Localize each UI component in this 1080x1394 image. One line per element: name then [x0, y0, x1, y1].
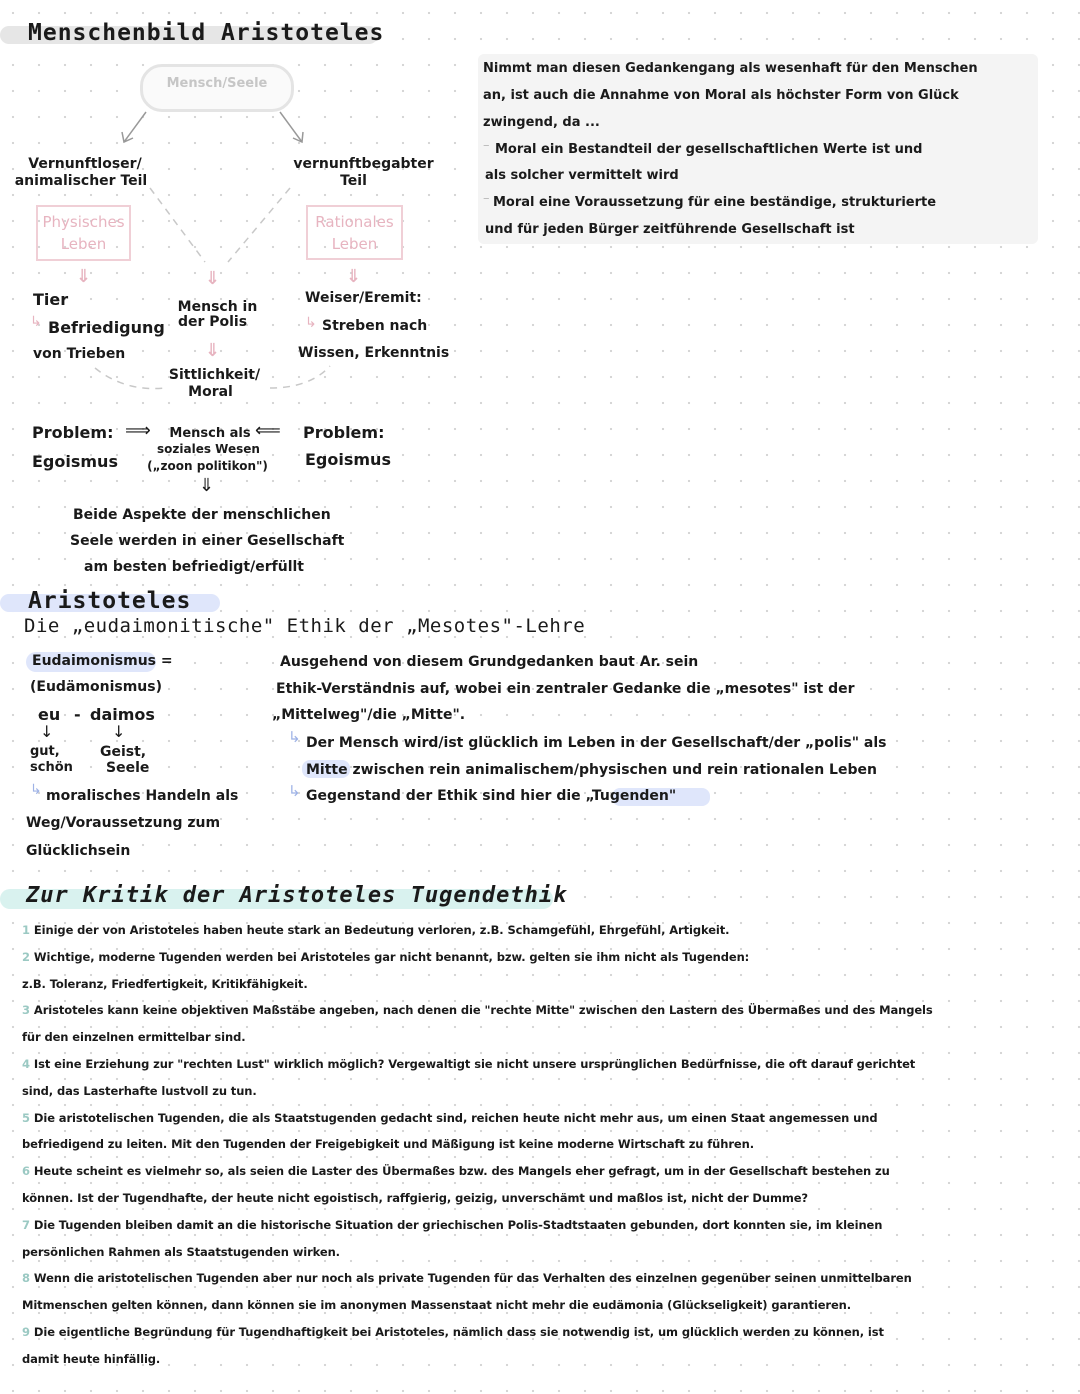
- arrow-down-icon: ↓: [112, 722, 126, 741]
- dash-bullet-icon: –: [483, 191, 490, 206]
- good-label-2: schön: [30, 760, 73, 775]
- social-being-2: soziales Wesen: [157, 442, 260, 456]
- critique-text: Heute scheint es vielmehr so, als seien die Laster des Übermaßes bzw. des Mangels eher gefragt, um in der Gesellschaft bestehen zu: [33, 1164, 890, 1179]
- physical-life-box-line-2: Leben: [60, 235, 107, 253]
- critique-line: [22, 1212, 1062, 1239]
- critique-line: [22, 997, 1062, 1024]
- mesotes-text-4: Der Mensch wird/ist glücklich im Leben in der Gesellschaft/der „polis" als: [306, 735, 887, 751]
- polis-label-2: der Polis: [177, 314, 248, 330]
- spirit-label-2: Seele: [106, 760, 150, 776]
- critique-text: damit heute hinfällig.: [22, 1351, 161, 1366]
- dashed-left-to-polis: [150, 188, 205, 262]
- rational-life-box-line-2: Leben: [331, 235, 378, 253]
- note-line-4: Moral ein Bestandteil der gesellschaftlichen Werte ist und: [495, 142, 923, 157]
- critique-number: 5: [22, 1110, 30, 1125]
- moral-action-2: Weg/Voraussetzung zum: [26, 815, 221, 831]
- striving-label: Streben nach: [322, 318, 428, 334]
- animal-label: Tier: [33, 290, 69, 309]
- double-arrow-down-icon: ⇓: [76, 266, 92, 287]
- critique-number: 2: [22, 949, 30, 964]
- eu-label: eu: [38, 705, 61, 724]
- double-arrow-down-icon: ⇓: [205, 268, 221, 289]
- daimos-label: daimos: [90, 705, 155, 724]
- drives-label: von Trieben: [33, 346, 126, 362]
- critique-text: Wichtige, moderne Tugenden werden bei Aristoteles gar nicht benannt, bzw. gelten sie ihm nicht als Tugenden:: [33, 949, 750, 964]
- problem-right: Problem:: [303, 423, 385, 442]
- critique-text: Die eigentliche Begründung für Tugendhaftigkeit bei Aristoteles, nämlich dass sie notwendig ist, um glücklich werden zu können, ist: [33, 1324, 884, 1339]
- knowledge-label: Wissen, Erkenntnis: [298, 345, 450, 361]
- critique-text: können. Ist der Tugendhafte, der heute nicht egoistisch, raffgierig, geizig, unverschämt und maßlos ist, nicht der Dumme?: [22, 1190, 808, 1205]
- eudaimonism-alt: (Eudämonismus): [30, 679, 162, 695]
- critique-line: [22, 1346, 1062, 1373]
- problem-left: Problem:: [32, 423, 114, 442]
- arrow-right-branch: [280, 112, 302, 142]
- critique-line: [22, 944, 1062, 971]
- mesotes-text-5: Mitte zwischen rein animalischem/physischen und rein rationalen Leben: [306, 762, 877, 778]
- morality-label-1: Sittlichkeit/: [168, 367, 261, 383]
- critique-line: [22, 1158, 1062, 1185]
- critique-line: [22, 1051, 1062, 1078]
- dash-bullet-icon: –: [483, 138, 490, 153]
- critique-number: 9: [22, 1324, 30, 1339]
- eu-dash: -: [74, 705, 81, 724]
- sage-label: Weiser/Eremit:: [305, 290, 422, 306]
- moral-action-3: Glücklichsein: [26, 843, 131, 859]
- rational-life-box-line-1: Rationales: [315, 213, 394, 231]
- egoism-left: Egoismus: [32, 452, 118, 471]
- critique-text: Aristoteles kann keine objektiven Maßstäbe angeben, nach denen die "rechte Mitte" zwischen den Lastern des Übermaßes und des Mangels: [33, 1003, 933, 1018]
- double-arrow-right-icon: ⟹: [125, 420, 151, 441]
- critique-number: 3: [22, 1003, 30, 1018]
- conclusion-line-2: Seele werden in einer Gesellschaft: [70, 533, 345, 549]
- critique-line: [22, 1265, 1062, 1292]
- physical-life-box-line-1: Physisches: [42, 213, 125, 231]
- hook-arrow-icon: ↳: [30, 782, 42, 798]
- critique-number: 1: [22, 923, 30, 937]
- critique-line: [22, 1319, 1062, 1346]
- satisfaction-label: Befriedigung: [48, 318, 165, 337]
- mesotes-text-2: Ethik-Verständnis auf, wobei ein zentraler Gedanke die „mesotes" ist der: [276, 681, 855, 697]
- hook-arrow-icon: ↳: [30, 314, 42, 330]
- critique-line: [22, 1131, 1062, 1158]
- social-being-1: Mensch als: [169, 426, 251, 441]
- critique-line: [22, 1078, 1062, 1105]
- dashed-right-to-polis: [228, 188, 290, 262]
- critique-line: [22, 1105, 1062, 1132]
- page-title: Menschenbild Aristoteles: [28, 20, 385, 46]
- critique-text: z.B. Toleranz, Friedfertigkeit, Kritikfähigkeit.: [22, 976, 308, 991]
- critique-text: sind, das Lasterhafte lustvoll zu tun.: [22, 1083, 257, 1098]
- note-line-5: als solcher vermittelt wird: [485, 168, 679, 183]
- physical-life-box: [36, 205, 131, 261]
- section3-title: Zur Kritik der Aristoteles Tugendethik: [26, 883, 568, 908]
- double-arrow-down-icon: ⇓: [346, 266, 362, 287]
- critique-number: 8: [22, 1271, 30, 1286]
- right-branch-label-1: vernunftbegabter: [293, 156, 434, 172]
- critique-text: Mitmenschen gelten können, dann können sie im anonymen Massenstaat nicht mehr die eudämonia (Glückseligkeit) garantieren.: [22, 1298, 852, 1313]
- double-arrow-left-icon: ⟸: [255, 420, 281, 441]
- critique-text: Die aristotelischen Tugenden, die als Staatstugenden gedacht sind, reichen heute nicht mehr aus, um einen Staat angemessen und: [33, 1110, 878, 1125]
- eudaimonism-label: Eudaimonismus =: [32, 653, 173, 669]
- critique-text: befriedigend zu leiten. Mit den Tugenden der Freigebigkeit und Mäßigung ist keine moderne Wirtschaft zu führen.: [22, 1137, 754, 1152]
- mesotes-text-3: „Mittelweg"/die „Mitte".: [272, 707, 466, 723]
- double-arrow-down-icon: ⇓: [205, 340, 221, 361]
- critique-line: [22, 1239, 1062, 1266]
- arrow-down-icon: ↓: [40, 722, 54, 741]
- zoon-politikon: („zoon politikon"): [147, 459, 268, 473]
- dashed-curve-right: [270, 366, 330, 388]
- rational-life-box: [306, 205, 403, 260]
- good-label-1: gut,: [30, 744, 60, 759]
- polis-label-1: Mensch in: [177, 299, 258, 315]
- spirit-label-1: Geist,: [100, 744, 147, 760]
- moral-action-1: moralisches Handeln als: [46, 788, 239, 804]
- critique-line: [22, 917, 1062, 944]
- right-branch-label-2: Teil: [340, 173, 367, 189]
- double-arrow-down-icon: ⇓: [199, 475, 215, 496]
- left-branch-label-1: Vernunftloser/: [28, 156, 142, 172]
- critique-line: [22, 971, 1062, 998]
- critique-text: Die Tugenden bleiben damit an die historische Situation der griechischen Polis-Stadtstaaten gebunden, dort konnten sie, im kleinen: [33, 1217, 883, 1232]
- note-line-1: Nimmt man diesen Gedankengang als wesenhaft für den Menschen: [483, 61, 978, 76]
- note-line-3: zwingend, da ...: [483, 115, 600, 130]
- note-line-6: Moral eine Voraussetzung für eine beständige, strukturierte: [493, 195, 937, 210]
- critique-line: [22, 1292, 1062, 1319]
- critique-text: Einige der von Aristoteles haben heute stark an Bedeutung verloren, z.B. Schamgefühl, Ehrgefühl, Artigkeit.: [33, 923, 730, 937]
- critique-number: 6: [22, 1164, 30, 1179]
- hook-arrow-icon: ↳: [288, 782, 301, 800]
- egoism-right: Egoismus: [305, 450, 391, 469]
- conclusion-line-3: am besten befriedigt/erfüllt: [84, 559, 304, 575]
- mesotes-text-1: Ausgehend von diesem Grundgedanken baut Ar. sein: [280, 654, 699, 670]
- conclusion-line-1: Beide Aspekte der menschlichen: [73, 507, 331, 523]
- note-line-2: an, ist auch die Annahme von Moral als höchster Form von Glück: [483, 88, 959, 103]
- critique-number: 4: [22, 1056, 30, 1071]
- note-line-7: und für jeden Bürger zeitführende Gesellschaft ist: [485, 222, 855, 237]
- critique-text: für den einzelnen ermittelbar sind.: [22, 1030, 246, 1045]
- section2-subtitle: Die „eudaimonitische" Ethik der „Mesotes"-Lehre: [24, 615, 586, 637]
- section2-title: Aristoteles: [28, 588, 192, 614]
- left-branch-label-2: animalischer Teil: [14, 173, 148, 189]
- critique-text: Ist eine Erziehung zur "rechten Lust" wirklich möglich? Vergewaltigt sie nicht unsere ursprünglichen Bedürfnisse, die oft darauf gerichtet: [33, 1056, 916, 1071]
- morality-label-2: Moral: [188, 384, 233, 400]
- critique-list: [22, 917, 1062, 1373]
- mesotes-text-6: Gegenstand der Ethik sind hier die „Tugenden": [306, 788, 677, 804]
- critique-number: 7: [22, 1217, 30, 1232]
- hook-arrow-icon: ↳: [288, 728, 301, 746]
- critique-text: persönlichen Rahmen als Staatstugenden wirken.: [22, 1244, 340, 1259]
- hook-arrow-icon: ↳: [305, 315, 317, 331]
- cloud-label: Mensch/Seele: [166, 76, 268, 91]
- critique-line: [22, 1024, 1062, 1051]
- arrow-left-branch: [124, 112, 146, 142]
- critique-line: [22, 1185, 1062, 1212]
- critique-text: Wenn die aristotelischen Tugenden aber nur noch als private Tugenden für das Verhalten des einzelnen gegenüber seinen unmittelbaren: [33, 1271, 912, 1286]
